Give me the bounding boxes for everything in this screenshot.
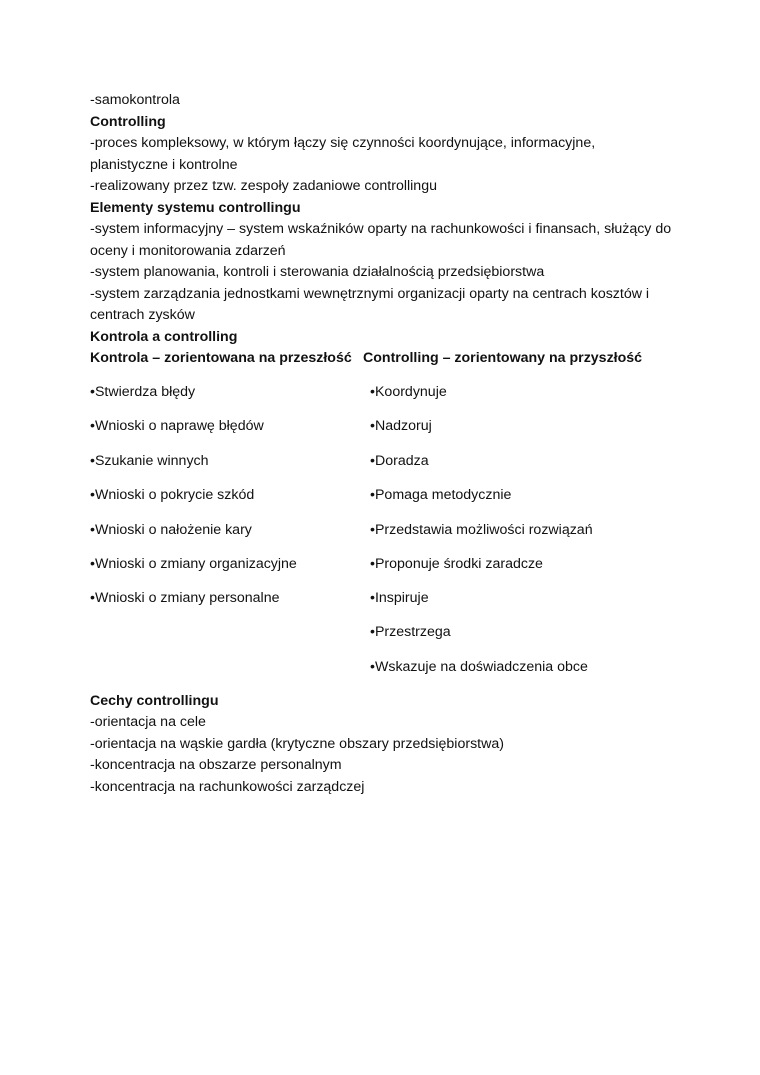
elements-line: centrach zysków bbox=[90, 307, 195, 323]
features-heading: Cechy controllingu bbox=[90, 693, 219, 709]
elements-line: -system planowania, kontroli i sterowania działalnością przedsiębiorstwa bbox=[90, 264, 545, 280]
controlling-line: -realizowany przez tzw. zespoły zadaniowe controllingu bbox=[90, 178, 437, 194]
left-column-header: Kontrola – zorientowana na przeszłość bbox=[90, 350, 352, 366]
right-bullet-item: •Wskazuje na doświadczenia obce bbox=[370, 659, 588, 675]
elements-line: oceny i monitorowania zdarzeń bbox=[90, 243, 286, 259]
features-line: -koncentracja na rachunkowości zarządczej bbox=[90, 779, 365, 795]
features-line: -orientacja na wąskie gardła (krytyczne obszary przedsiębiorstwa) bbox=[90, 736, 504, 752]
features-line: -orientacja na cele bbox=[90, 714, 206, 730]
right-bullet-item: •Doradza bbox=[370, 453, 429, 469]
left-bullet-item: •Wnioski o nałożenie kary bbox=[90, 522, 252, 538]
left-bullet-item: •Wnioski o pokrycie szkód bbox=[90, 487, 255, 503]
left-bullet-item: •Wnioski o zmiany personalne bbox=[90, 590, 280, 606]
left-bullet-item: •Wnioski o zmiany organizacyjne bbox=[90, 556, 297, 572]
right-column-header: Controlling – zorientowany na przyszłość bbox=[363, 350, 643, 366]
elements-line: -system informacyjny – system wskaźników oparty na rachunkowości i finansach, służący do bbox=[90, 221, 672, 237]
left-bullet-item: •Szukanie winnych bbox=[90, 453, 209, 469]
intro-line: -samokontrola bbox=[90, 92, 180, 108]
right-bullet-item: •Nadzoruj bbox=[370, 418, 432, 434]
elements-line: -system zarządzania jednostkami wewnętrznymi organizacji oparty na centrach kosztów i bbox=[90, 286, 650, 302]
right-bullet-item: •Przedstawia możliwości rozwiązań bbox=[370, 522, 593, 538]
comparison-heading: Kontrola a controlling bbox=[90, 329, 238, 345]
right-bullet-item: •Koordynuje bbox=[370, 384, 447, 400]
right-bullet-item: •Inspiruje bbox=[370, 590, 429, 606]
controlling-line: planistyczne i kontrolne bbox=[90, 157, 238, 173]
right-bullet-item: •Pomaga metodycznie bbox=[370, 487, 512, 503]
right-bullet-item: •Proponuje środki zaradcze bbox=[370, 556, 543, 572]
left-bullet-item: •Wnioski o naprawę błędów bbox=[90, 418, 264, 434]
features-line: -koncentracja na obszarze personalnym bbox=[90, 757, 342, 773]
left-bullet-item: •Stwierdza błędy bbox=[90, 384, 196, 400]
controlling-line: -proces kompleksowy, w którym łączy się czynności koordynujące, informacyjne, bbox=[90, 135, 596, 151]
right-bullet-item: •Przestrzega bbox=[370, 624, 451, 640]
controlling-heading: Controlling bbox=[90, 114, 166, 130]
elements-heading: Elementy systemu controllingu bbox=[90, 200, 301, 216]
